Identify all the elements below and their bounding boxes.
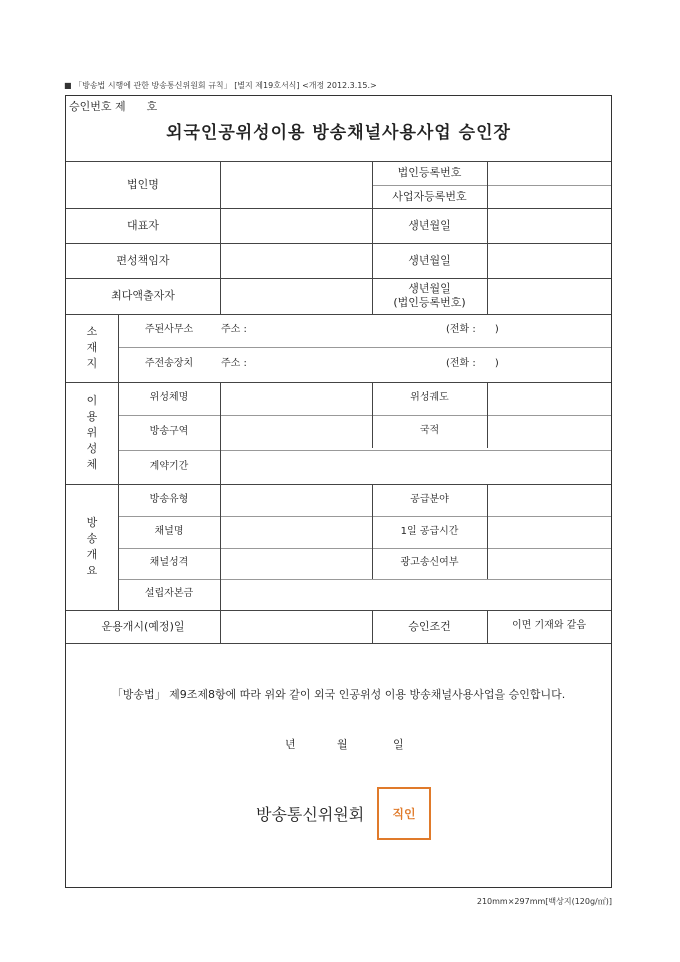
approval-statement: 「방송법」 제9조제8항에 따라 위와 같이 외국 인공위성 이용 방송채널사용사업을 승인합니다.	[111, 688, 566, 701]
biz-reg-no-field[interactable]	[487, 185, 611, 208]
satellite-orbit-field[interactable]	[487, 382, 611, 415]
nationality-field[interactable]	[487, 415, 611, 448]
paper-size-note: 210mm×297mm[백상지(120g/㎡)]	[476, 897, 612, 906]
birth-date-label-2: 생년월일	[408, 253, 451, 267]
birth-or-reg-line2: (법인등록번호)	[393, 296, 466, 309]
date-year: 년	[285, 738, 296, 751]
capital-label: 설립자본금	[144, 588, 194, 600]
satellite-char-2: 용	[86, 410, 98, 424]
broadcast-area-field[interactable]	[220, 415, 372, 448]
birth-date-field-2[interactable]	[487, 243, 611, 278]
ad-transmission-label: 광고송신여부	[400, 557, 459, 569]
daily-supply-time-label: 1일 공급시간	[400, 525, 459, 537]
location-section-label	[66, 314, 118, 382]
satellite-char-5: 체	[86, 457, 98, 471]
corp-name-field[interactable]	[220, 161, 372, 208]
form-title: 외국인공위성이용 방송채널사용사업 승인장	[166, 123, 511, 143]
main-office-address-prefix: 주소 :	[221, 324, 247, 336]
operation-start-field[interactable]	[220, 610, 372, 643]
corp-reg-no-field[interactable]	[487, 161, 611, 185]
birth-date-label: 생년월일	[408, 218, 451, 232]
biz-reg-no-label: 사업자등록번호	[392, 189, 467, 203]
main-transmitter-address-field[interactable]	[281, 349, 441, 380]
operation-start-label: 운용개시(예정)일	[101, 619, 185, 633]
form-header: ■ 「방송법 시행에 관한 방송통신위원회 규칙」 [별지 제19호서식] <개정 2012.3.15.>	[64, 81, 377, 90]
channel-composition-label: 채널성격	[149, 557, 189, 569]
representative-label: 대표자	[127, 218, 159, 232]
satellite-orbit-label: 위성궤도	[410, 392, 449, 404]
location-char-3: 지	[86, 356, 98, 370]
birth-or-reg-field[interactable]	[487, 278, 611, 314]
broadcast-area-label: 방송구역	[149, 426, 189, 438]
channel-name-label: 채널명	[154, 525, 184, 537]
satellite-char-1: 이	[86, 394, 98, 408]
approval-conditions-value: 이면 기재와 같음	[512, 620, 586, 632]
location-char-1: 소	[86, 325, 98, 339]
capital-field[interactable]	[220, 579, 611, 610]
overview-char-3: 개	[86, 548, 98, 561]
representative-field[interactable]	[220, 208, 372, 243]
nationality-label: 국적	[419, 425, 440, 437]
main-office-phone: (전화 : )	[446, 324, 499, 336]
broadcast-type-label: 방송유형	[149, 493, 189, 505]
channel-composition-field[interactable]	[220, 548, 372, 579]
satellite-char-4: 성	[86, 441, 98, 455]
broadcast-type-field[interactable]	[220, 484, 372, 516]
contract-period-field[interactable]	[220, 450, 611, 484]
satellite-section-label	[66, 382, 118, 484]
satellite-name-field[interactable]	[220, 382, 372, 415]
main-office-label: 주된사무소	[144, 324, 194, 336]
birth-or-reg-line1: 생년월일	[408, 282, 451, 296]
main-transmitter-label: 주전송장치	[144, 358, 194, 370]
supply-field-label: 공급분야	[410, 493, 449, 505]
program-manager-field[interactable]	[220, 243, 372, 278]
official-seal: 직인	[377, 787, 431, 840]
overview-char-2: 송	[86, 532, 98, 546]
birth-date-field[interactable]	[487, 208, 611, 243]
channel-name-field[interactable]	[220, 516, 372, 548]
approval-number: 승인번호 제 호	[69, 100, 158, 113]
daily-supply-time-field[interactable]	[487, 516, 611, 548]
supply-field-field[interactable]	[487, 484, 611, 516]
corp-reg-no-label: 법인등록번호	[397, 166, 462, 180]
approval-certificate-form	[65, 95, 612, 888]
issuer-name: 방송통신위원회	[256, 805, 365, 824]
birth-or-reg-label	[372, 278, 487, 314]
corp-name-label: 법인명	[127, 177, 159, 191]
contract-period-label: 계약기간	[149, 460, 189, 472]
main-office-address-field[interactable]	[281, 316, 441, 345]
largest-investor-field[interactable]	[220, 278, 372, 314]
ad-transmission-field[interactable]	[487, 548, 611, 579]
satellite-name-label: 위성체명	[149, 392, 189, 404]
overview-section-label	[66, 484, 118, 610]
main-transmitter-address-prefix: 주소 :	[221, 358, 247, 370]
date-day: 일	[393, 738, 404, 751]
largest-investor-label: 최다액출자자	[111, 289, 175, 303]
overview-char-1: 방	[86, 516, 98, 530]
program-manager-label: 편성책임자	[116, 253, 170, 267]
location-char-2: 재	[86, 341, 98, 355]
overview-char-4: 요	[86, 563, 98, 577]
date-month: 월	[337, 738, 348, 751]
approval-conditions-label: 승인조건	[408, 619, 451, 633]
main-transmitter-phone: (전화 : )	[446, 358, 499, 370]
satellite-char-3: 위	[86, 426, 98, 440]
